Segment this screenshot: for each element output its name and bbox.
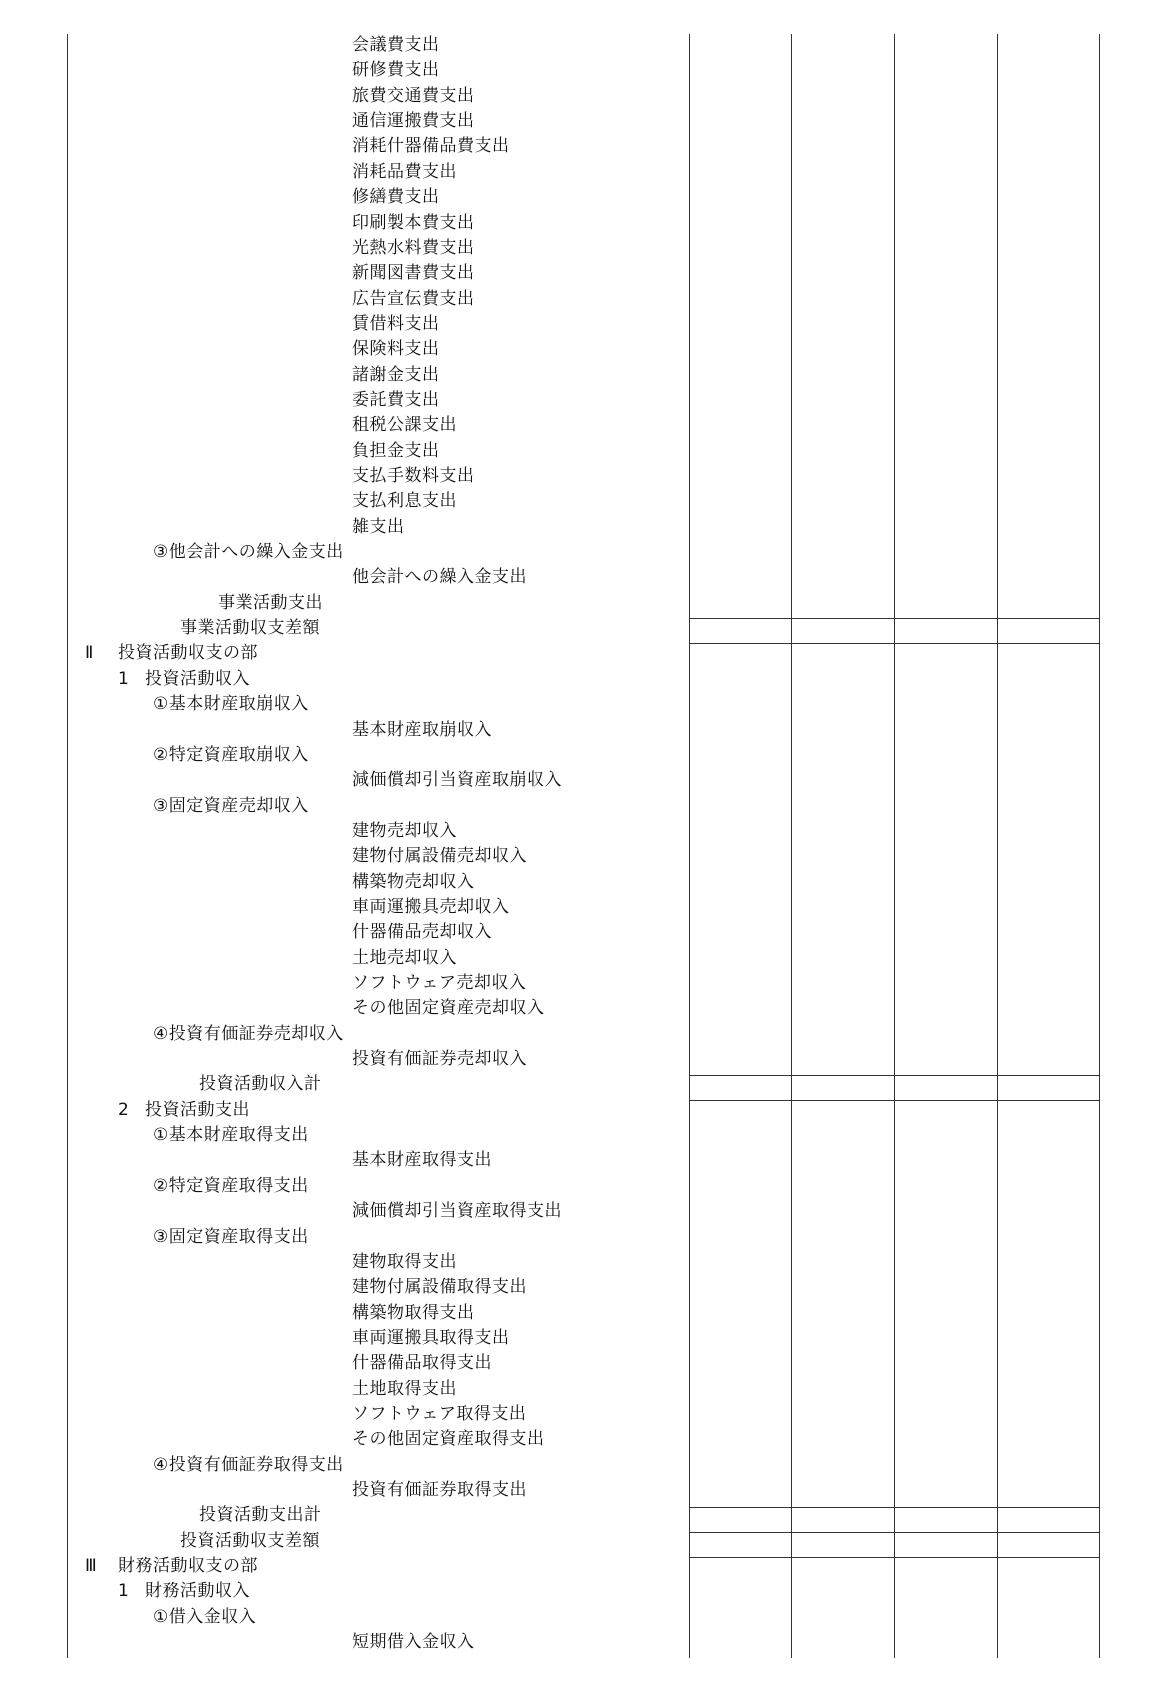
table-row bbox=[0, 819, 1166, 844]
table-row bbox=[0, 692, 1166, 717]
table-row bbox=[0, 515, 1166, 540]
table-row bbox=[0, 1072, 1166, 1097]
account-label: 投資活動支出計 bbox=[199, 1505, 322, 1526]
account-label: 支払手数料支出 bbox=[352, 466, 475, 486]
account-label: ソフトウェア取得支出 bbox=[352, 1403, 527, 1424]
table-row bbox=[0, 261, 1166, 286]
account-label: ②特定資産取崩収入 bbox=[153, 744, 309, 765]
table-row bbox=[0, 1377, 1166, 1402]
section-marker: 1 bbox=[118, 668, 130, 689]
table-row bbox=[0, 1503, 1166, 1528]
table-row bbox=[0, 1123, 1166, 1148]
account-label: その他固定資産売却収入 bbox=[352, 998, 545, 1019]
account-label: 財務活動収支の部 bbox=[118, 1556, 258, 1576]
table-row bbox=[0, 1098, 1166, 1123]
table-row bbox=[0, 464, 1166, 489]
account-label: 消耗品費支出 bbox=[352, 161, 457, 182]
account-label: 減価償却引当資産取崩収入 bbox=[352, 770, 562, 791]
table-row bbox=[0, 363, 1166, 388]
table-row bbox=[0, 1453, 1166, 1478]
account-label: 通信運搬費支出 bbox=[352, 111, 475, 132]
account-label: 投資活動収支の部 bbox=[118, 643, 258, 664]
table-row bbox=[0, 439, 1166, 464]
account-label: 広告宣伝費支出 bbox=[352, 288, 475, 309]
account-label: 基本財産取得支出 bbox=[352, 1150, 492, 1171]
table-row bbox=[0, 1148, 1166, 1173]
account-label: 建物付属設備取得支出 bbox=[352, 1277, 527, 1298]
table-row bbox=[0, 236, 1166, 261]
account-label: 負担金支出 bbox=[352, 440, 440, 461]
account-label: 修繕費支出 bbox=[352, 187, 440, 208]
account-label: 事業活動支出 bbox=[218, 592, 323, 613]
account-label: 建物売却収入 bbox=[352, 820, 457, 841]
table-row bbox=[0, 768, 1166, 793]
table-row bbox=[0, 1402, 1166, 1427]
table-row bbox=[0, 1250, 1166, 1275]
table-row bbox=[0, 718, 1166, 743]
account-label: ソフトウェア売却収入 bbox=[352, 973, 527, 993]
table-row bbox=[0, 565, 1166, 590]
table-row bbox=[0, 84, 1166, 109]
table-row bbox=[0, 413, 1166, 438]
table-row bbox=[0, 33, 1166, 58]
account-label: 支払利息支出 bbox=[352, 491, 457, 512]
table-row bbox=[0, 971, 1166, 996]
account-label: ③固定資産取得支出 bbox=[153, 1226, 309, 1247]
table-row bbox=[0, 641, 1166, 666]
table-row bbox=[0, 591, 1166, 616]
account-label: 土地売却収入 bbox=[352, 947, 457, 968]
account-label: ①借入金収入 bbox=[153, 1606, 257, 1627]
account-label: ③他会計への繰入金支出 bbox=[153, 542, 344, 562]
account-label: 土地取得支出 bbox=[352, 1378, 457, 1399]
section-marker: Ⅲ bbox=[85, 1556, 98, 1576]
table-row bbox=[0, 1326, 1166, 1351]
account-label: ④投資有価証券売却収入 bbox=[153, 1023, 344, 1044]
table-row bbox=[0, 160, 1166, 185]
table-row bbox=[0, 134, 1166, 159]
table-row bbox=[0, 1554, 1166, 1579]
account-label: ②特定資産取得支出 bbox=[153, 1175, 309, 1196]
table-row bbox=[0, 388, 1166, 413]
account-label: 消耗什器備品費支出 bbox=[352, 136, 510, 157]
table-row bbox=[0, 185, 1166, 210]
table-row bbox=[0, 996, 1166, 1021]
table-row bbox=[0, 337, 1166, 362]
section-marker: 1 bbox=[118, 1581, 130, 1602]
account-label: 投資活動収支差額 bbox=[180, 1530, 320, 1551]
account-label: 賃借料支出 bbox=[352, 313, 440, 334]
account-label: 車両運搬具取得支出 bbox=[352, 1327, 510, 1348]
table-row bbox=[0, 287, 1166, 312]
table-row bbox=[0, 616, 1166, 641]
table-row bbox=[0, 1225, 1166, 1250]
account-label: 研修費支出 bbox=[352, 60, 440, 81]
account-label: ①基本財産取得支出 bbox=[153, 1125, 309, 1145]
table-row bbox=[0, 1022, 1166, 1047]
table-row bbox=[0, 1529, 1166, 1554]
table-row bbox=[0, 489, 1166, 514]
table-row bbox=[0, 844, 1166, 869]
table-row bbox=[0, 946, 1166, 971]
table-row bbox=[0, 1275, 1166, 1300]
table-row bbox=[0, 109, 1166, 134]
table-row bbox=[0, 870, 1166, 895]
account-label: 構築物売却収入 bbox=[352, 871, 475, 892]
account-label: 諸謝金支出 bbox=[352, 364, 440, 385]
account-label: 投資活動収入 bbox=[145, 668, 250, 689]
account-label: 事業活動収支差額 bbox=[180, 618, 320, 639]
table-row bbox=[0, 211, 1166, 236]
account-label: ③固定資産売却収入 bbox=[153, 795, 309, 816]
account-label: 投資有価証券売却収入 bbox=[352, 1049, 527, 1069]
account-label: 会議費支出 bbox=[352, 35, 440, 55]
table-row bbox=[0, 1630, 1166, 1655]
table-row bbox=[0, 1478, 1166, 1503]
table-row bbox=[0, 1351, 1166, 1376]
account-label: 雑支出 bbox=[352, 516, 405, 537]
table-row bbox=[0, 540, 1166, 565]
table-row bbox=[0, 1427, 1166, 1452]
section-marker: Ⅱ bbox=[85, 643, 94, 664]
table-row bbox=[0, 312, 1166, 337]
account-label: 財務活動収入 bbox=[145, 1581, 250, 1602]
table-row bbox=[0, 1047, 1166, 1072]
account-label: 什器備品売却収入 bbox=[352, 922, 492, 943]
table-row bbox=[0, 1174, 1166, 1199]
table-row bbox=[0, 743, 1166, 768]
account-label: 基本財産取崩収入 bbox=[352, 719, 492, 740]
account-label: ④投資有価証券取得支出 bbox=[153, 1454, 344, 1475]
account-label: 光熱水料費支出 bbox=[352, 237, 475, 258]
account-label: 投資活動収入計 bbox=[199, 1074, 322, 1095]
table-row bbox=[0, 794, 1166, 819]
account-label: 什器備品取得支出 bbox=[352, 1353, 492, 1374]
table-row bbox=[0, 1605, 1166, 1630]
account-label: 印刷製本費支出 bbox=[352, 212, 475, 233]
account-label: 租税公課支出 bbox=[352, 415, 457, 436]
section-marker: 2 bbox=[118, 1099, 130, 1120]
account-label: 他会計への繰入金支出 bbox=[352, 567, 527, 588]
account-label: 短期借入金収入 bbox=[352, 1632, 475, 1653]
account-label: 建物取得支出 bbox=[352, 1251, 457, 1272]
table-row bbox=[0, 895, 1166, 920]
table-row bbox=[0, 1199, 1166, 1224]
account-label: 車両運搬具売却収入 bbox=[352, 896, 510, 917]
account-label: 減価償却引当資産取得支出 bbox=[352, 1201, 562, 1222]
account-label: 投資有価証券取得支出 bbox=[352, 1480, 527, 1500]
account-label: 投資活動支出 bbox=[145, 1099, 250, 1120]
account-label: 旅費交通費支出 bbox=[352, 85, 475, 106]
table-row bbox=[0, 1579, 1166, 1604]
account-label: 保険料支出 bbox=[352, 339, 440, 360]
table-row bbox=[0, 1301, 1166, 1326]
account-label: 建物付属設備売却収入 bbox=[352, 846, 527, 867]
table-row bbox=[0, 667, 1166, 692]
account-label: 委託費支出 bbox=[352, 389, 440, 410]
account-label: 新聞図書費支出 bbox=[352, 263, 475, 284]
table-row bbox=[0, 920, 1166, 945]
account-label: ①基本財産取崩収入 bbox=[153, 694, 309, 715]
account-label: 構築物取得支出 bbox=[352, 1302, 475, 1323]
account-label: その他固定資産取得支出 bbox=[352, 1429, 545, 1450]
table-row bbox=[0, 58, 1166, 83]
